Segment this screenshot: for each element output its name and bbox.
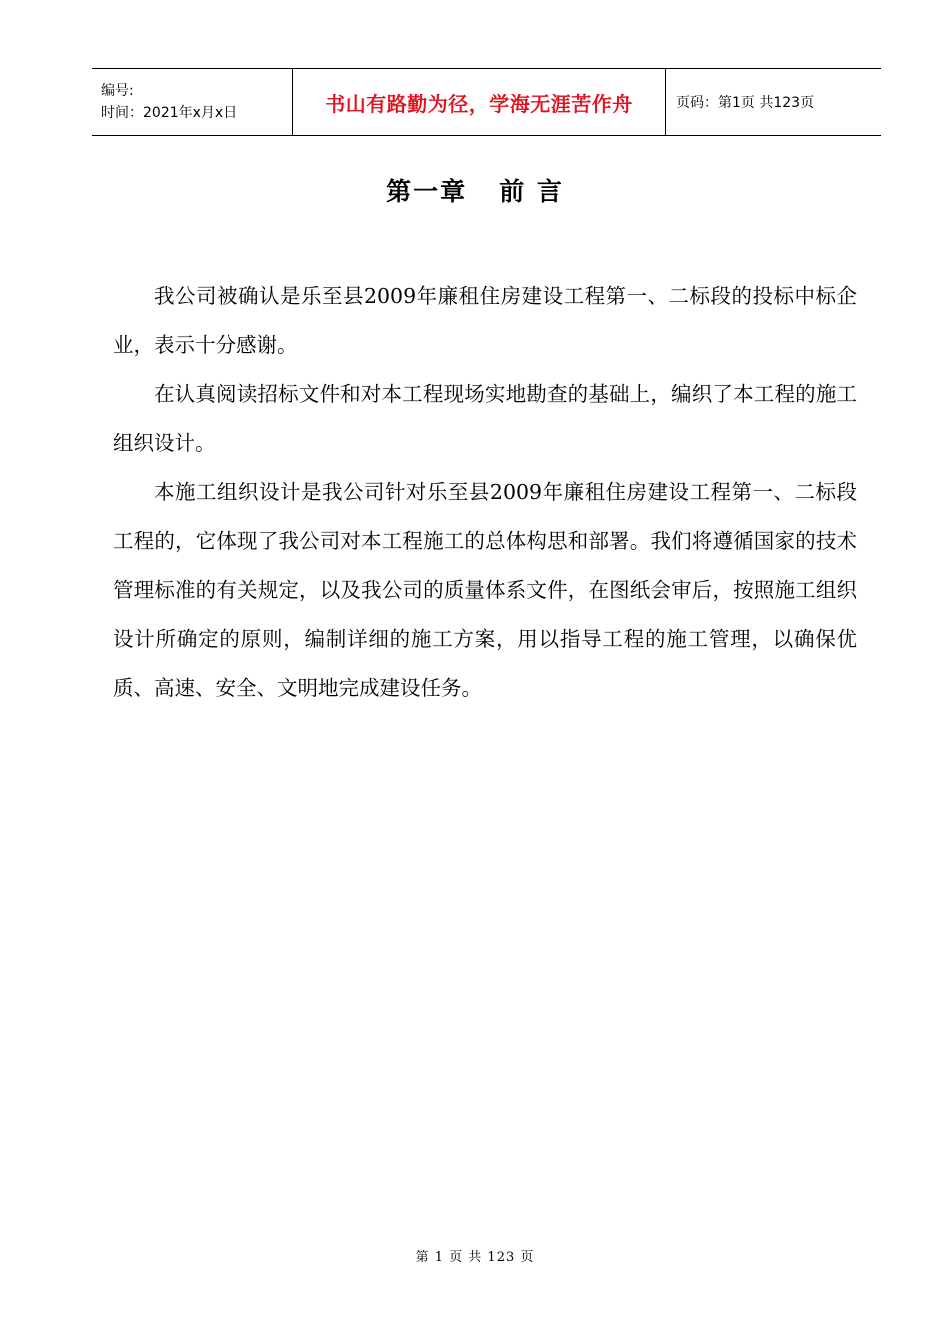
page-footer: 第 1 页 共 123 页 (415, 1250, 535, 1265)
header-meta (92, 69, 293, 135)
document-body (113, 272, 857, 713)
time-label: 时间：2021年x月x日 (101, 105, 238, 121)
paragraph-3: 本施工组织设计是我公司针对乐至县2009年廉租住房建设工程第一、二标段工程的，它体现了我公司对本工程施工的总体构思和部署。我们将遵循国家的技术管理标准的有关规定，以及我公司的质量体系文件，在图纸会审后，按照施工组织设计所确定的原则，编制详细的施工方案，用以指导工程的施工管理，以确保优质、高速、安全、文明地完成建设任务。 (113, 480, 857, 700)
header-motto (293, 69, 666, 135)
page-info-text: 页码：第1页 共123页 (676, 95, 815, 111)
paragraph-2: 在认真阅读招标文件和对本工程现场实地勘查的基础上，编织了本工程的施工组织设计。 (113, 382, 857, 455)
paragraph-1: 我公司被确认是乐至县2009年廉租住房建设工程第一、二标段的投标中标企业，表示十分感谢。 (113, 284, 857, 357)
page-header (92, 68, 881, 136)
motto-text: 书山有路勤为径，学海无涯苦作舟 (325, 91, 633, 116)
chapter-title: 第一章 前 言 (386, 177, 564, 206)
serial-number-label: 编号: (101, 83, 134, 99)
header-page-info (666, 69, 881, 135)
